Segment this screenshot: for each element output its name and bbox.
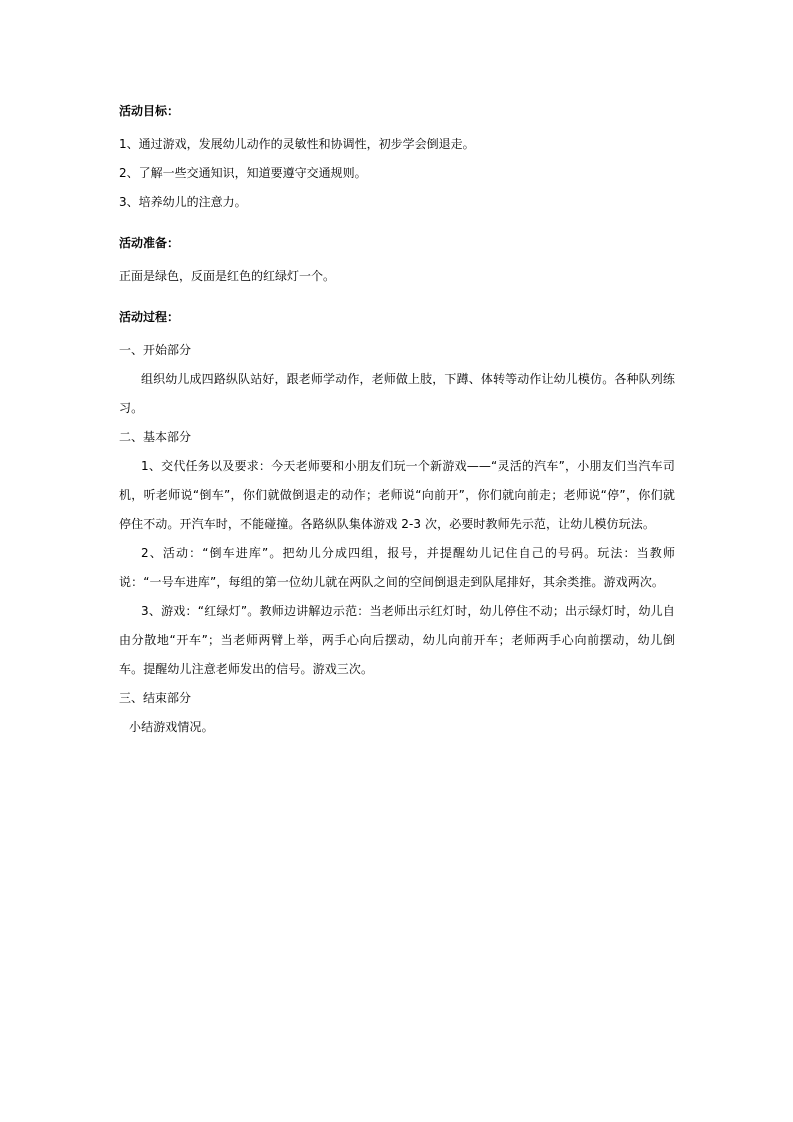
part2-item-3: 3、游戏：“红绿灯”。教师边讲解边示范：当老师出示红灯时，幼儿停住不动；出示绿灯时，幼儿自由分散地“开车”；当老师两臂上举，两手心向后摆动，幼儿向前开车；老师两手心向前摆动，幼儿倒车。提醒幼儿注意老师发出的信号。游戏三次。: [119, 604, 675, 676]
preparation-text: 正面是绿色，反面是红色的红绿灯一个。: [119, 269, 336, 283]
part2-item-1: 1、交代任务以及要求：今天老师要和小朋友们玩一个新游戏——“灵活的汽车”，小朋友们当汽车司机，听老师说“倒车”，你们就做倒退走的动作；老师说“向前开”，你们就向前走；老师说“停”，你们就停住不动。开汽车时，不能碰撞。各路纵队集体游戏 2-3 次，必要时教师先示范，让幼儿模仿玩法。: [119, 459, 675, 531]
goals-heading: 活动目标：: [119, 104, 180, 118]
spacer: [119, 121, 675, 130]
goal-item-1: 1、通过游戏，发展幼儿动作的灵敏性和协调性，初步学会倒退走。: [119, 137, 475, 151]
process-heading: 活动过程：: [119, 310, 180, 324]
part3-text: 小结游戏情况。: [129, 720, 214, 734]
part1-title: 一、开始部分: [119, 343, 192, 357]
document-body: [119, 101, 675, 742]
spacer: [119, 253, 675, 262]
part3-title: 三、结束部分: [119, 691, 192, 705]
spacer: [119, 217, 675, 233]
spacer: [119, 291, 675, 307]
goal-item-2: 2、了解一些交通知识，知道要遵守交通规则。: [119, 166, 367, 180]
preparation-heading: 活动准备：: [119, 236, 180, 250]
part2-item-2: 2、活动：“倒车进库”。把幼儿分成四组，报号，并提醒幼儿记住自己的号码。玩法：当教师说：“一号车进库”，每组的第一位幼儿就在两队之间的空间倒退走到队尾排好，其余类推。游戏两次。: [119, 546, 675, 589]
goal-item-3: 3、培养幼儿的注意力。: [119, 195, 247, 209]
spacer: [119, 327, 675, 336]
part1-text: 组织幼儿成四路纵队站好，跟老师学动作，老师做上肢，下蹲、体转等动作让幼儿模仿。各种队列练习。: [119, 372, 675, 415]
part2-title: 二、基本部分: [119, 430, 192, 444]
